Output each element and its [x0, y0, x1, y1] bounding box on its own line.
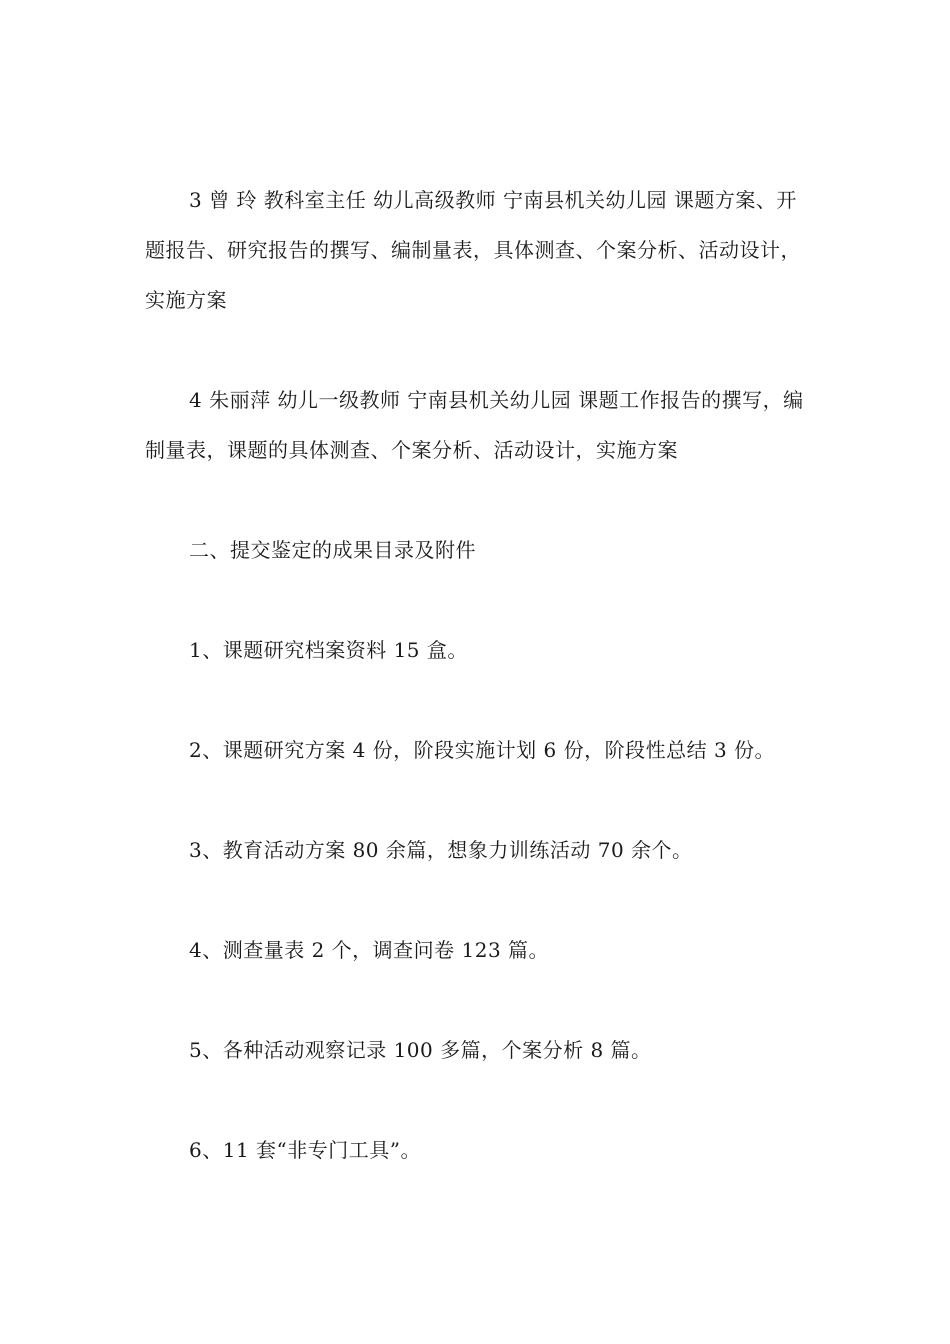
list-item: 1、课题研究档案资料 15 盒。 — [189, 638, 468, 662]
list-item: 3、教育活动方案 80 余篇，想象力训练活动 70 余个。 — [189, 838, 693, 862]
list-item: 6、11 套“非专门工具”。 — [189, 1138, 421, 1162]
member-entry-zeng-ling: 3 曾 玲 教科室主任 幼儿高级教师 宁南县机关幼儿园 课题方案、开题报告、研究报告的撰写、编制量表，具体测查、个案分析、活动设计，实施方案 — [145, 188, 801, 312]
list-item: 4、测查量表 2 个，调查问卷 123 篇。 — [189, 938, 550, 962]
list-item: 5、各种活动观察记录 100 多篇，个案分析 8 篇。 — [189, 1038, 652, 1062]
member-entry-zhu-liping: 4 朱丽萍 幼儿一级教师 宁南县机关幼儿园 课题工作报告的撰写，编制量表，课题的具体测查、个案分析、活动设计，实施方案 — [145, 388, 804, 462]
section-heading-achievements: 二、提交鉴定的成果目录及附件 — [189, 538, 476, 562]
list-item: 2、课题研究方案 4 份，阶段实施计划 6 份，阶段性总结 3 份。 — [189, 738, 776, 762]
